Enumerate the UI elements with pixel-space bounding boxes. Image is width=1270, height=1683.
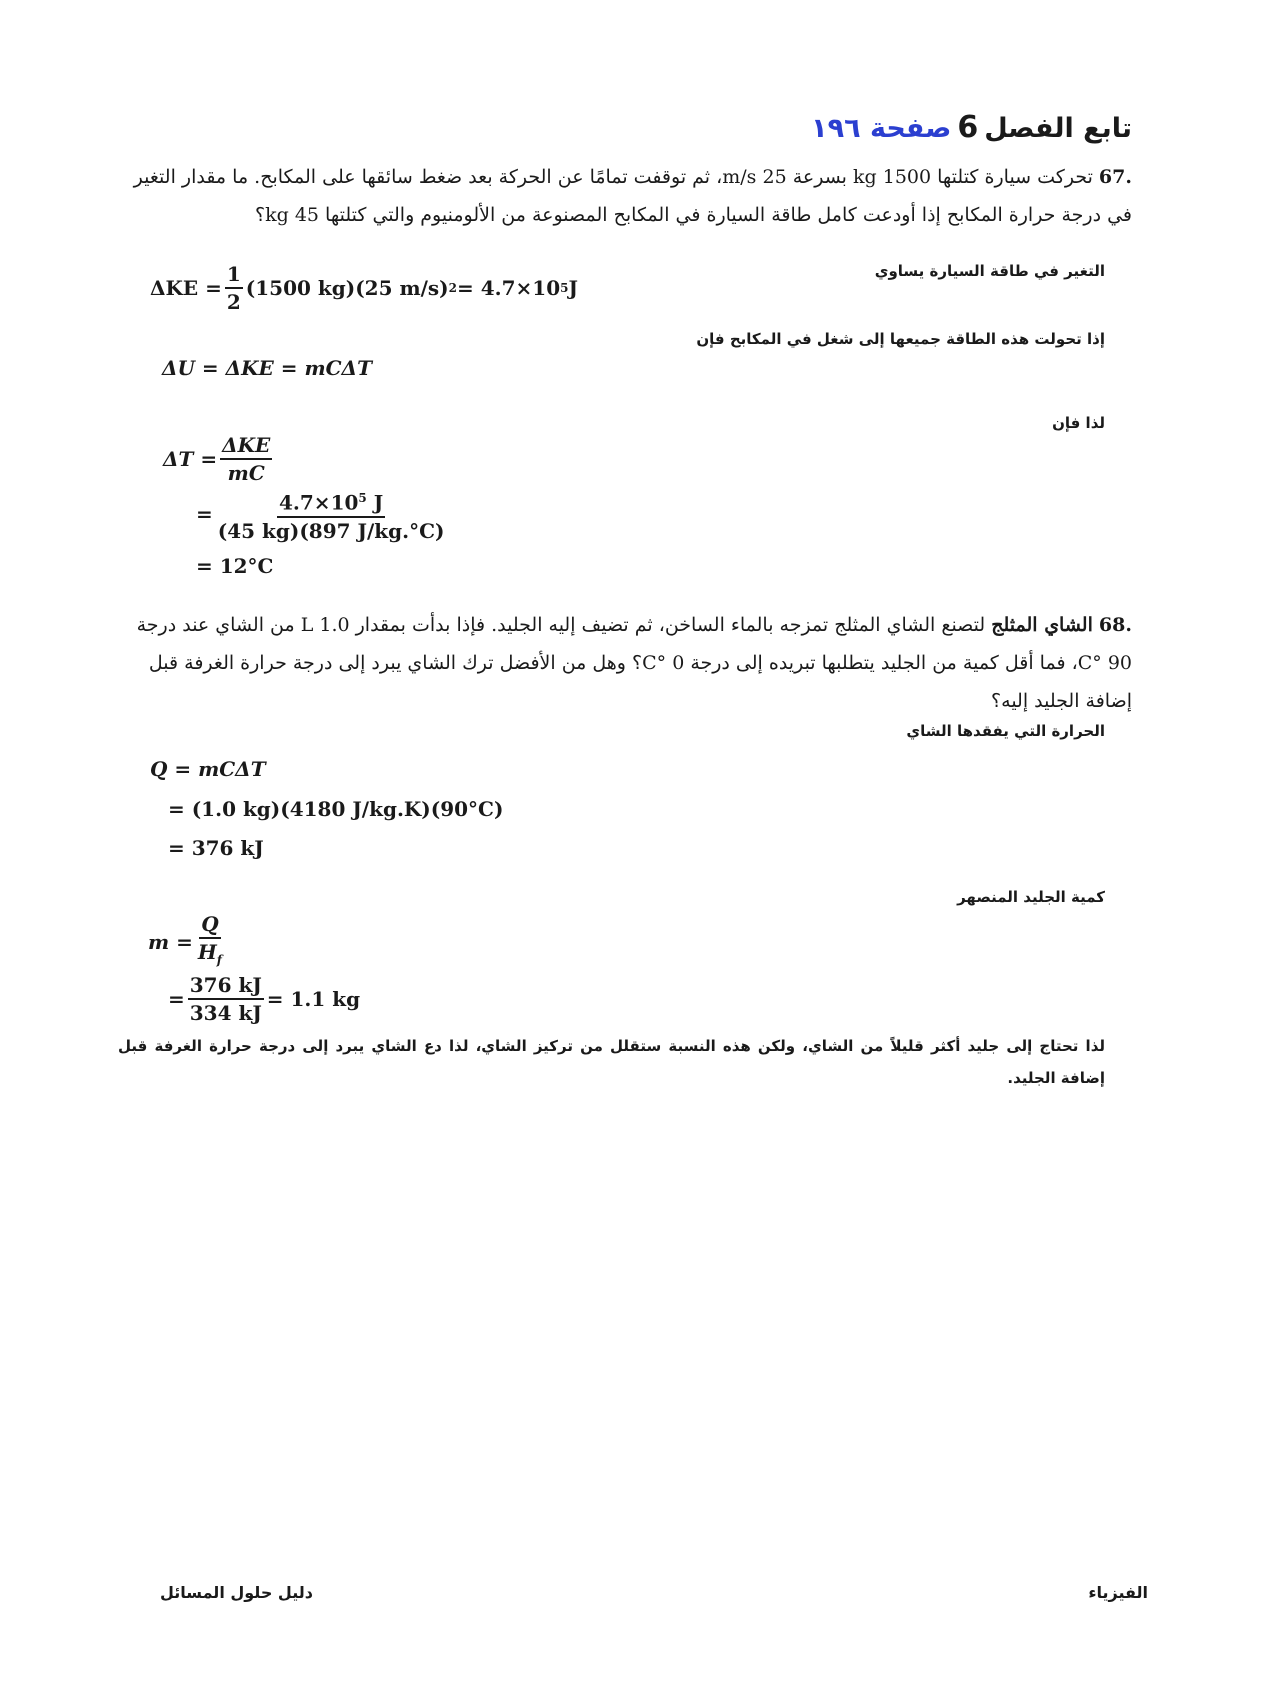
fraction	[196, 912, 224, 972]
step-label: إذا تحولت هذه الطاقة جميعها إلى شغل في المكابح فإن	[696, 330, 1105, 348]
problem-number: .68	[1098, 614, 1132, 636]
fraction-numerator: 1	[225, 262, 243, 289]
problem-68	[118, 606, 1132, 720]
fraction-denominator: mC	[227, 461, 265, 485]
equation-delta-t	[163, 433, 275, 485]
fraction-denominator: 334 kJ	[189, 1001, 262, 1025]
fraction-denominator: (45 kg)(897 J/kg.°C)	[217, 518, 445, 543]
fraction-denominator	[196, 939, 224, 972]
header-prefix: تابع الفصل	[984, 113, 1132, 144]
fraction-numerator	[277, 486, 385, 518]
numerator-unit: J	[366, 490, 384, 515]
fraction-denominator: 2	[226, 290, 241, 314]
page-reference: صفحة ١٩٦	[811, 113, 952, 144]
problem-text: لتصنع الشاي المثلج تمزجه بالماء الساخن، ثم تضيف إليه الجليد. فإذا بدأت بمقدار 1.0 L من الشاي عند درجة 90 °C، فما أقل كمية من الجليد يتطلبها تبريده إلى درجة 0 °C؟ وهل من الأفضل ترك الشاي يبرد إلى درجة حرارة الغرفة قبل إضافة الجليد إليه؟	[136, 614, 1132, 712]
equation-result: = 376 kJ	[168, 836, 264, 860]
problem-title: الشاي المثلج	[991, 614, 1093, 636]
denominator-symbol: H	[197, 940, 217, 964]
equation-mass	[148, 912, 227, 972]
eq-lhs: ΔT =	[163, 447, 218, 471]
fraction-half	[225, 262, 243, 314]
chapter-number: 6	[957, 110, 979, 145]
fraction-numerator: ΔKE	[220, 433, 272, 460]
fraction	[216, 486, 447, 543]
problem-67	[118, 158, 1132, 234]
conclusion: لذا تحتاج إلى جليد أكثر قليلاً من الشاي، ولكن هذه النسبة ستقلل من تركيز الشاي، لذا دع الشاي يبرد إلى درجة حرارة الغرفة قبل إضافة الجليد.	[118, 1037, 1105, 1087]
page-header	[811, 110, 1132, 145]
equation-heat: Q = mCΔT	[150, 757, 266, 781]
equation-kinetic-energy	[150, 262, 578, 314]
eq-unit: J	[568, 276, 578, 300]
subscript: f	[216, 953, 222, 967]
fraction-numerator: Q	[199, 912, 220, 939]
problem-text: تحركت سيارة كتلتها 1500 kg بسرعة 25 m/s، ثم توقفت تمامًا عن الحركة بعد ضغط سائقها على المكابح. ما مقدار التغير في درجة حرارة المكابح إذا أودعت كامل طاقة السيارة في المكابح المصنوعة من الألومنيوم والتي كتلتها 45 kg؟	[133, 166, 1132, 226]
step-label: كمية الجليد المنصهر	[957, 888, 1105, 906]
exponent: 5	[560, 281, 569, 295]
equation-result: = 12°C	[196, 554, 274, 578]
fraction-numerator: 376 kJ	[188, 973, 264, 1000]
step-label: التغير في طاقة السيارة يساوي	[874, 262, 1105, 280]
fraction	[220, 433, 272, 485]
eq-rhs: (1500 kg)(25 m/s)	[245, 276, 449, 300]
eq-lhs: m =	[148, 930, 193, 954]
eq-result: = 4.7×10	[457, 276, 561, 300]
step-label: الحرارة التي يفقدها الشاي	[906, 722, 1105, 740]
eq-result: = 1.1 kg	[266, 987, 361, 1011]
equation-substitution	[196, 486, 449, 543]
footer-book-title: دليل حلول المسائل	[160, 1583, 313, 1602]
equation-energy-conversion: ΔU = ΔKE = mCΔT	[162, 356, 372, 380]
equation-mass-result	[168, 973, 360, 1025]
eq-lhs: =	[168, 987, 185, 1011]
eq-lhs: ΔKE =	[150, 276, 222, 300]
exponent: 5	[358, 491, 367, 505]
problem-number: .67	[1098, 166, 1132, 188]
equation-substitution: = (1.0 kg)(4180 J/kg.K)(90°C)	[168, 797, 504, 821]
eq-lhs: =	[196, 502, 213, 527]
step-label: لذا فإن	[1052, 414, 1105, 432]
footer-subject: الفيزياء	[1088, 1583, 1148, 1602]
exponent: 2	[448, 281, 457, 295]
numerator-value: 4.7×10	[279, 490, 359, 515]
fraction	[188, 973, 264, 1025]
